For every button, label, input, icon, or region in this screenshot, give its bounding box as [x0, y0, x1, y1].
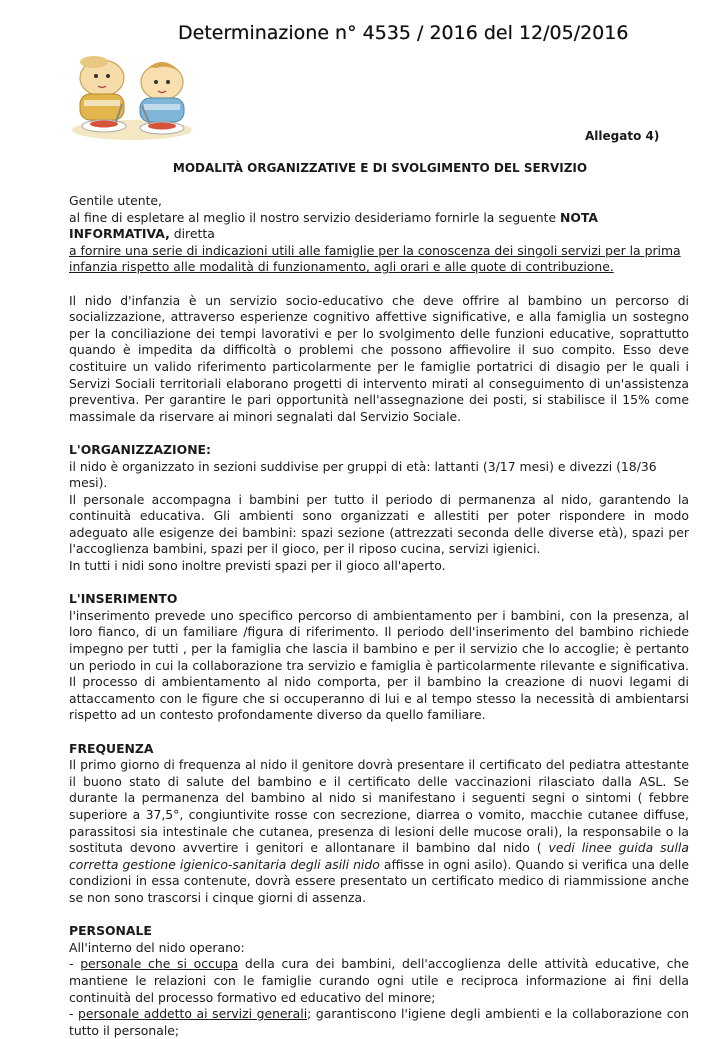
document-body [69, 193, 689, 1039]
document-title: Determinazione n° 4535 / 2016 del 12/05/2016 [178, 22, 629, 44]
personale-heading: PERSONALE [69, 923, 152, 939]
frequenza-text-post: affisse in ogni asilo). Quando si verifica una delle condizioni in essa contenute, dovrà essere presentato un certificato medico di riammissione anche se non sono trascorsi i cinque giorni di assenza. [69, 856, 689, 905]
personale-item-2-rest: ; garantiscono l'igiene degli ambienti e la collaborazione con tutto il personale; [69, 1006, 689, 1038]
intro-underlined: a fornire una serie di indicazioni utili alle famiglie per la conoscenza dei singoli servizi per la prima infanzia rispetto alle modalità di funzionamento, agli orari e alle quote di contribuzione. [69, 242, 681, 275]
personale-item-1-dash: - [69, 956, 81, 972]
frequenza-linee-guida: vedi linee guida sulla corretta gestione igienico-sanitaria degli asili nido [69, 840, 689, 872]
frequenza-text-pre: Il primo giorno di frequenza al nido il genitore dovrà presentare il certificato del pediatra attestante il buono stato di salute del bambino e il certificato delle vaccinazioni rilasciato dalla ASL. Se durante la permanenza del bambino al nido si manifestano i seguenti segni o sintomi ( febbre superiore a 37,5°, congiuntivite rosse con secrezione, diarrea o vomito, macchie cutanee diffuse, parassitosi sia intestinale che cutanea, presenza di lesioni delle mucose orali), la responsabile o la sostituta devono avvertire i genitori e allontanare il bambino dal nido ( [69, 757, 689, 856]
personale-item-2-dash: - [69, 1006, 79, 1022]
personale-item-1 [69, 956, 689, 1006]
inserimento-text: l'inserimento prevede uno specifico percorso di ambientamento per i bambini, con la presenza, al loro fianco, di un familiare /figura di riferimento. Il periodo dell'inserimento del bambino richiede impegno per tutti , per la famiglia che lascia il bambino e per il servizio che lo accoglie; è pertanto un periodo in cui la collaborazione tra servizio e famiglia è particolarmente rilevante e significativa. Il processo di ambientamento al nido comporta, per il bambino la creazione di nuovi legami di attaccamento con le figure che si occuperanno di lui e al tempo stesso la necessità di ambientarsi rispetto ad un contesto profondamente diverso da quello familiare. [69, 607, 689, 723]
personale-item-2-underlined: personale addetto ai servizi generali [78, 1006, 308, 1022]
nota-informativa: NOTA INFORMATIVA, [69, 209, 599, 242]
greeting: Gentile utente, [69, 193, 162, 208]
frequenza-heading: FREQUENZA [69, 740, 154, 756]
intro-text: al fine di espletare al meglio il nostro servizio desideriamo fornirle la seguente [69, 209, 561, 225]
inserimento-heading: L'INSERIMENTO [69, 591, 178, 607]
intro-diretta: diretta [169, 226, 215, 242]
organizzazione-p1: il nido è organizzato in sezioni suddivise per gruppi di età: lattanti (3/17 mesi) e divezzi (18/36 mesi). [69, 458, 657, 491]
organizzazione-p2: Il personale accompagna i bambini per tutto il periodo di permanenza al nido, garantendo la continuità educativa. Gli ambienti sono organizzati e allestiti per poter rispondere in modo adeguato alle esigenze dei bambini: spazi sezione (attrezzati seconda delle diverse età), spazi per l'accoglienza bambini, spazi per il gioco, per il riposo cucina, servizi igienici. [69, 491, 689, 557]
allegato-label: Allegato 4) [585, 129, 660, 143]
personale-item-1-rest: della cura dei bambini, dell'accoglienza delle attività educative, che mantiene le relazioni con le famiglie curando ogni utile e reciproca informazione ai fini della continuità del processo formativo ed educativo del minore; [69, 956, 689, 1005]
personale-item-1-underlined: personale che si occupa [80, 956, 239, 972]
frequenza-text [69, 757, 689, 906]
organizzazione-p3: In tutti i nidi sono inoltre previsti spazi per il gioco all'aperto. [69, 558, 446, 574]
intro-line [69, 210, 689, 243]
organizzazione-heading: L'ORGANIZZAZIONE: [69, 441, 211, 457]
section-title: MODALITÀ ORGANIZZATIVE E DI SVOLGIMENTO DEL SERVIZIO [172, 161, 588, 175]
nido-paragraph: Il nido d'infanzia è un servizio socio-educativo che deve offrire al bambino un percorso di socializzazione, attraverso esperienze cognitivo affettive significative, e alla famiglia un sostegno per la conciliazione dei tempi lavorativi e per lo svolgimento delle funzioni educative, soprattutto quando è impedita da difficoltà o problemi che possono affievolire il suo compito. Esso deve costituire un valido riferimento particolarmente per le famiglie portatrici di disagio per le quali i Servizi Sociali territoriali elaborano progetti di intervento mirati al conseguimento di un'assistenza preventiva. Per garantire le pari opportunità nell'assegnazione dei posti, si stabilisce il 15% come massimale da riservare ai minori segnalati dal Servizio Sociale. [69, 292, 689, 424]
children-eating-illustration-icon [64, 34, 200, 142]
personale-intro: All'interno del nido operano: [69, 939, 245, 955]
personale-item-2 [69, 1006, 689, 1039]
